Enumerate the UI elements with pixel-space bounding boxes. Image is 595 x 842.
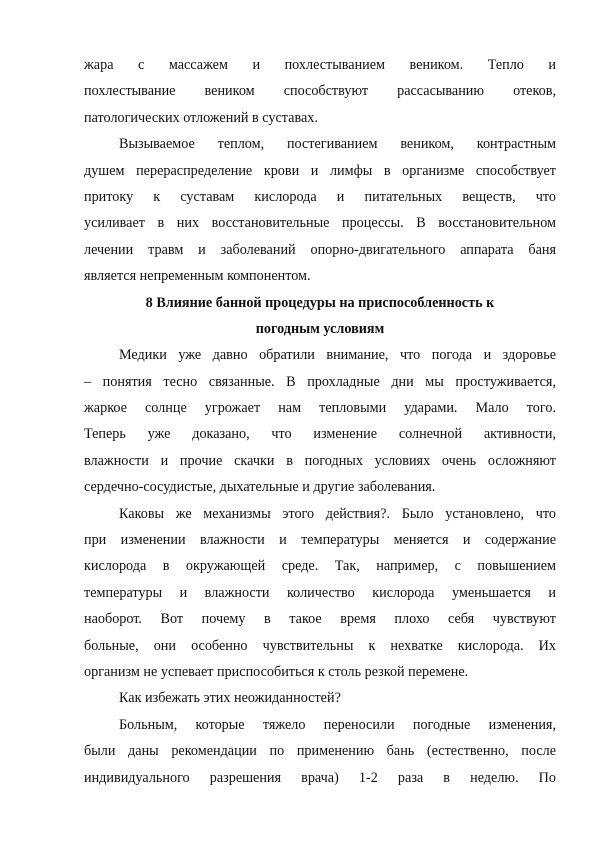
text-line: похлестывание веником способствуют рассасыванию отеков, [84, 83, 556, 100]
text-line: наоборот. Вот почему в такое время плохо себя чувствуют [84, 611, 556, 628]
text-line: лечении травм и заболеваний опорно-двигательного аппарата баня [84, 241, 556, 258]
text-line: были даны рекомендации по применению бань (естественно, после [84, 743, 556, 760]
text-line: патологических отложений в суставах. [84, 109, 318, 126]
text-line: притоку к суставам кислорода и питательных веществ, что [84, 188, 556, 205]
text-line: влажности и прочие скачки в погодных условиях очень осложняют [84, 452, 556, 469]
text-line: больные, они особенно чувствительны к нехватке кислорода. Их [84, 637, 556, 654]
paragraph-start-line: Больным, которые тяжело переносили погодные изменения, [119, 716, 556, 733]
text-line: душем перераспределение крови и лимфы в организме способствует [84, 162, 556, 179]
text-line: является непременным компонентом. [84, 268, 311, 285]
text-line: организм не успевает приспособиться к столь резкой перемене. [84, 663, 469, 680]
text-line: Теперь уже доказано, что изменение солнечной активности, [84, 426, 556, 443]
text-line: – понятия тесно связанные. В прохладные дни мы простуживается, [84, 373, 556, 390]
text-line: индивидуального разрешения врача) 1-2 раза в неделю. По [84, 769, 556, 786]
document-page [84, 52, 556, 791]
section-heading: погодным условиям [255, 320, 385, 337]
text-line: сердечно-сосудистые, дыхательные и другие заболевания. [84, 479, 436, 496]
text-line: усиливает в них восстановительные процессы. В восстановительном [84, 215, 556, 232]
text-line: кислорода в окружающей среде. Так, например, с повышением [84, 558, 556, 575]
paragraph-start-line: Как избежать этих неожиданностей? [119, 690, 341, 707]
text-line: при изменении влажности и температуры меняется и содержание [84, 532, 556, 549]
paragraph-start-line: Каковы же механизмы этого действия?. Было установлено, что [119, 505, 556, 522]
text-line: жара с массажем и похлестыванием веником. Тепло и [84, 57, 556, 73]
paragraph-start-line: Медики уже давно обратили внимание, что погода и здоровье [119, 347, 556, 364]
section-heading: 8 Влияние банной процедуры на приспособленность к [145, 294, 495, 311]
paragraph-start-line: Вызываемое теплом, постегиванием веником, контрастным [119, 136, 556, 153]
text-line: жаркое солнце угрожает нам тепловыми ударами. Мало того. [84, 400, 556, 417]
text-line: температуры и влажности количество кислорода уменьшается и [84, 584, 556, 601]
